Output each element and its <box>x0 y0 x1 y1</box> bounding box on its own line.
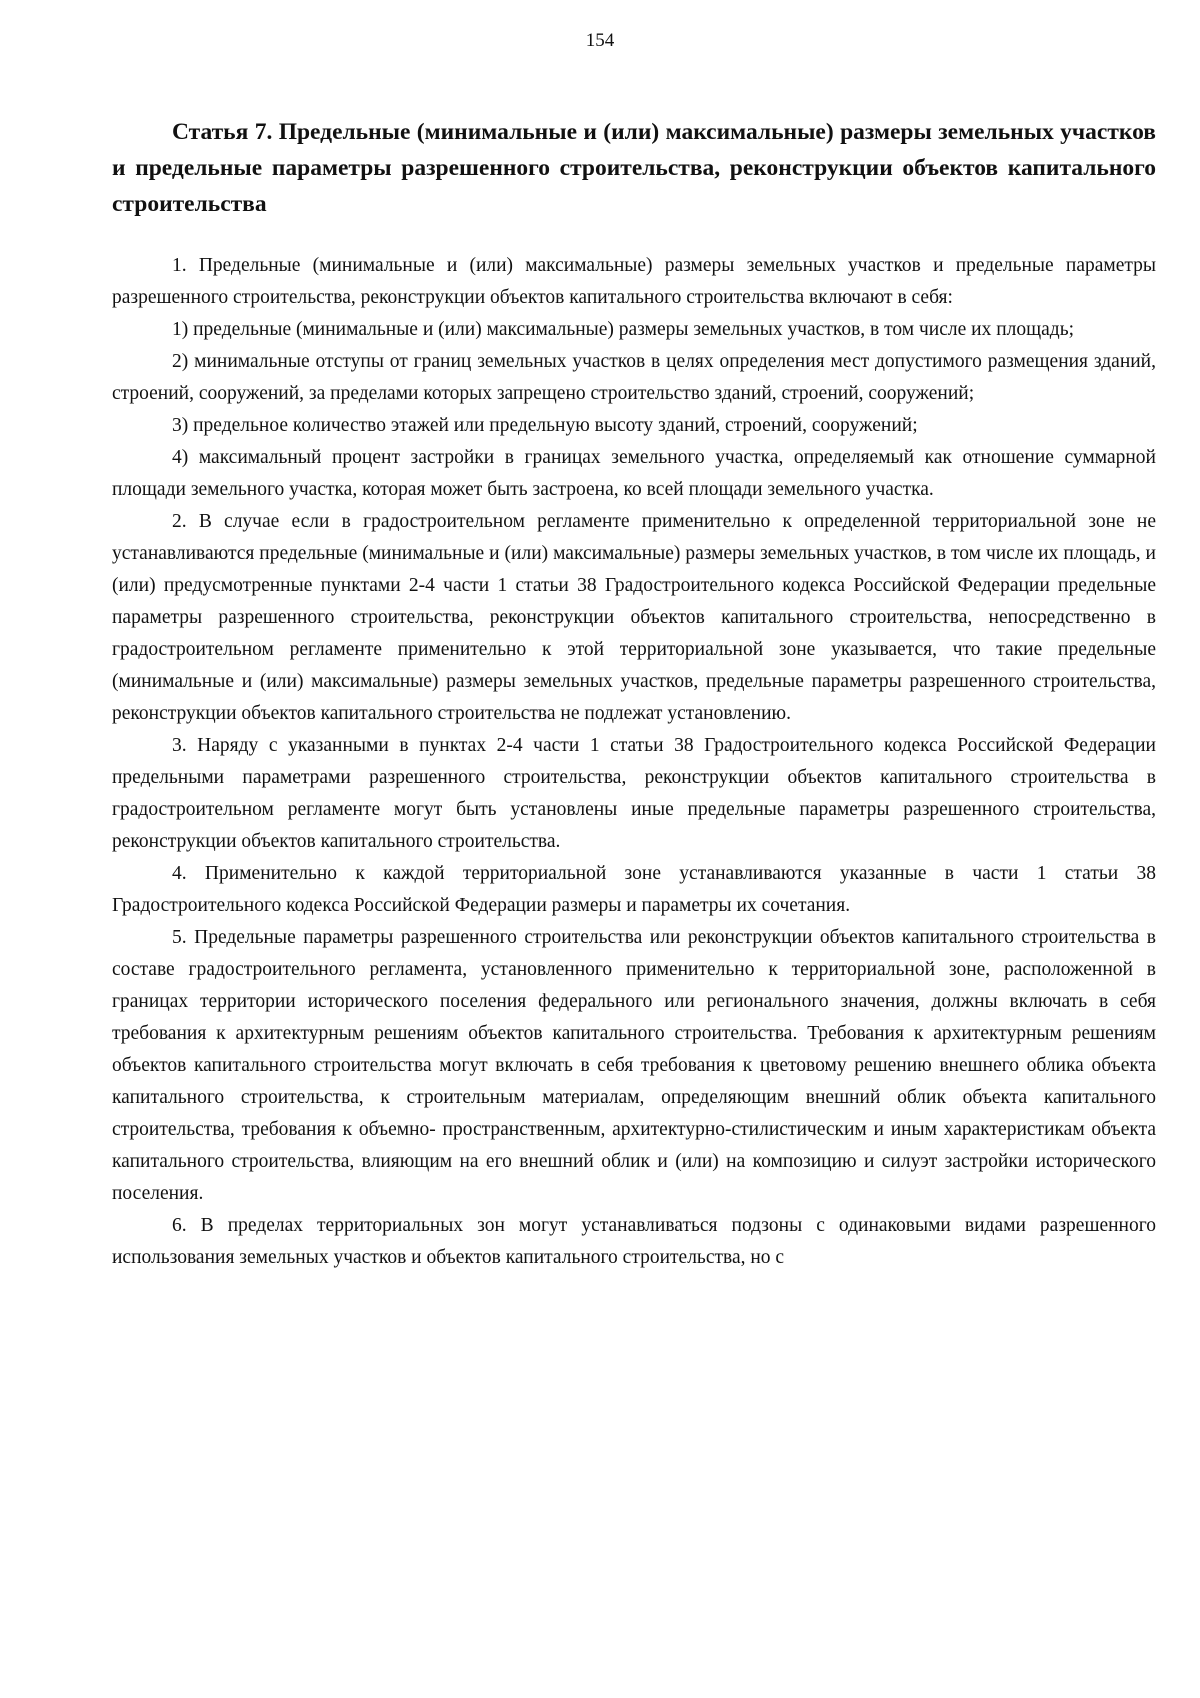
page-number: 154 <box>585 30 615 51</box>
paragraph-3: 3. Наряду с указанными в пунктах 2-4 части 1 статьи 38 Градостроительного кодекса Российской Федерации предельными параметрами разрешенного строительства, реконструкции объектов капитального строительства в градостроительном регламенте могут быть установлены иные предельные параметры разрешенного строительства, реконструкции объектов капитального строительства. <box>112 735 1156 852</box>
paragraph-5: 5. Предельные параметры разрешенного строительства или реконструкции объектов капитального строительства в составе градостроительного регламента, установленного применительно к территориальной зоне, расположенной в границах территории исторического поселения федерального или регионального значения, должны включать в себя требования к архитектурным решениям объектов капитального строительства. Требования к архитектурным решениям объектов капитального строительства могут включать в себя требования к цветовому решению внешнего облика объекта капитального строительства, к строительным материалам, определяющим внешний облик объекта капитального строительства, требования к объемно- пространственным, архитектурно-стилистическим и иным характеристикам объекта капитального строительства, влияющим на его внешний облик и (или) на композицию и силуэт застройки исторического поселения. <box>112 927 1156 1204</box>
paragraph-6: 6. В пределах территориальных зон могут устанавливаться подзоны с одинаковыми видами разрешенного использования земельных участков и объектов капитального строительства, но с <box>112 1215 1156 1268</box>
paragraph-item-2: 2) минимальные отступы от границ земельных участков в целях определения мест допустимого размещения зданий, строений, сооружений, за пределами которых запрещено строительство зданий, строений, сооружений; <box>112 351 1156 404</box>
paragraph-1: 1. Предельные (минимальные и (или) максимальные) размеры земельных участков и предельные параметры разрешенного строительства, реконструкции объектов капитального строительства включают в себя: <box>112 255 1156 308</box>
document-body <box>112 114 1156 1274</box>
paragraph-item-3: 3) предельное количество этажей или предельную высоту зданий, строений, сооружений; <box>172 415 918 436</box>
paragraph-item-1: 1) предельные (минимальные и (или) максимальные) размеры земельных участков, в том числе их площадь; <box>172 319 1075 340</box>
paragraph-4: 4. Применительно к каждой территориальной зоне устанавливаются указанные в части 1 статьи 38 Градостроительного кодекса Российской Федерации размеры и параметры их сочетания. <box>112 863 1156 916</box>
paragraph-item-4: 4) максимальный процент застройки в границах земельного участка, определяемый как отношение суммарной площади земельного участка, которая может быть застроена, ко всей площади земельного участка. <box>112 447 1156 500</box>
article-title: Статья 7. Предельные (минимальные и (или) максимальные) размеры земельных участков и предельные параметры разрешенного строительства, реконструкции объектов капитального строительства <box>112 119 1156 217</box>
paragraph-2: 2. В случае если в градостроительном регламенте применительно к определенной территориальной зоне не устанавливаются предельные (минимальные и (или) максимальные) размеры земельных участков, в том числе их площадь, и (или) предусмотренные пунктами 2-4 части 1 статьи 38 Градостроительного кодекса Российской Федерации предельные параметры разрешенного строительства, реконструкции объектов капитального строительства, непосредственно в градостроительном регламенте применительно к этой территориальной зоне указывается, что такие предельные (минимальные и (или) максимальные) размеры земельных участков, предельные параметры разрешенного строительства, реконструкции объектов капитального строительства не подлежат установлению. <box>112 511 1156 724</box>
